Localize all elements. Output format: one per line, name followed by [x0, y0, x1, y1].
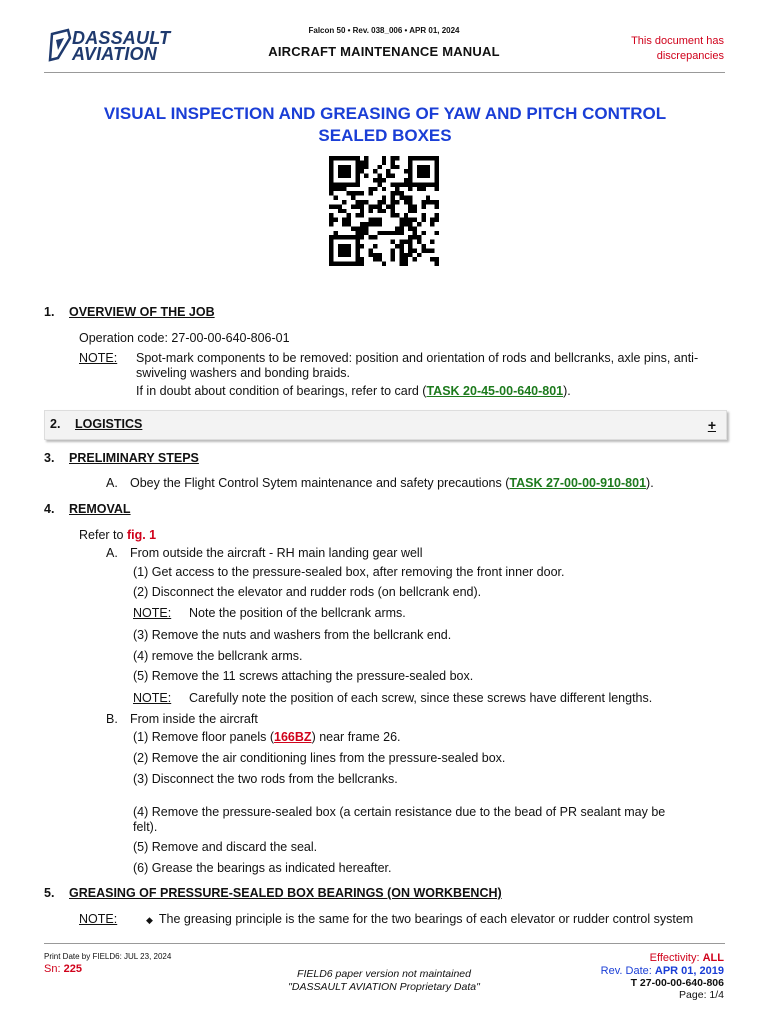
note-text-post: ). [563, 384, 571, 398]
page-number: Page: 1/4 [679, 989, 724, 1001]
section-title: REMOVAL [69, 502, 131, 516]
section-number: 5. [44, 886, 55, 900]
section-number: 2. [50, 417, 61, 431]
step-text [130, 476, 654, 491]
bullet-icon: ◆ [146, 915, 153, 925]
footer-center-line2: "DASSAULT AVIATION Proprietary Data" [288, 981, 480, 993]
logistics-panel[interactable] [44, 410, 727, 440]
section-title: PRELIMINARY STEPS [69, 451, 199, 465]
step-text: From inside the aircraft [130, 712, 258, 726]
note-label: NOTE: [133, 691, 172, 705]
substep: (3) Remove the nuts and washers from the bellcrank end. [133, 628, 452, 642]
document-title [60, 103, 710, 147]
operation-code: Operation code: 27-00-00-640-806-01 [79, 331, 290, 345]
note-label: NOTE: [79, 351, 118, 365]
note-text: Note the position of the bellcrank arms. [189, 606, 406, 620]
section-5-heading [44, 886, 502, 900]
section-title: OVERVIEW OF THE JOB [69, 305, 215, 319]
sn-value: 225 [63, 963, 82, 975]
footer-center-line1: FIELD6 paper version not maintained [297, 968, 471, 980]
figure-reference [79, 528, 156, 543]
logo-line2: AVIATION [72, 44, 157, 64]
print-date: Print Date by FIELD6: JUL 23, 2024 [44, 952, 172, 961]
step-label: A. [106, 546, 118, 560]
task-link[interactable]: TASK 20-45-00-640-801 [426, 384, 564, 398]
section-title: GREASING OF PRESSURE-SEALED BOX BEARINGS (ON WORKBENCH) [69, 886, 502, 900]
revision-date [601, 965, 724, 977]
substep: (5) Remove the 11 screws attaching the pressure-sealed box. [133, 669, 474, 683]
note-text [136, 384, 571, 399]
title-line1: VISUAL INSPECTION AND GREASING OF YAW AND PITCH CONTROL [103, 104, 667, 123]
substep-post: ) near frame 26. [311, 730, 401, 744]
refer-text: Refer to [79, 528, 127, 542]
substep [133, 730, 401, 745]
note-label: NOTE: [79, 912, 118, 926]
section-number: 1. [44, 305, 55, 319]
substep: (3) Disconnect the two rods from the bellcranks. [133, 772, 398, 786]
note-text: swiveling washers and bonding braids. [136, 366, 351, 380]
task-link[interactable]: TASK 27-00-00-910-801 [509, 476, 647, 490]
footer-divider [44, 943, 725, 944]
task-number: T 27-00-00-640-806 [630, 977, 724, 989]
discrepancy-line2: discrepancies [656, 50, 724, 62]
note-body: The greasing principle is the same for the two bearings of each elevator or rudder control system [158, 912, 694, 926]
effectivity [650, 952, 724, 964]
substep: (4) remove the bellcrank arms. [133, 649, 303, 663]
section-2-heading [50, 417, 142, 431]
header-divider [44, 72, 725, 73]
section-1-heading [44, 305, 215, 319]
step-text: From outside the aircraft - RH main landing gear well [130, 546, 423, 560]
footer-center [234, 968, 534, 994]
substep: (4) Remove the pressure-sealed box (a certain resistance due to the bead of PR sealant may be [133, 805, 666, 819]
eff-label: Effectivity: [649, 952, 703, 964]
note-text: Carefully note the position of each screw, since these screws have different lengths. [189, 691, 653, 705]
section-number: 3. [44, 451, 55, 465]
sn-label: Sn: [44, 963, 64, 975]
section-4-heading [44, 502, 131, 516]
note-text-pre: If in doubt about condition of bearings, refer to card ( [136, 384, 427, 398]
rev-value: APR 01, 2019 [654, 965, 724, 977]
expand-button[interactable]: + [707, 417, 716, 433]
step-text-post: ). [646, 476, 654, 490]
section-3-heading [44, 451, 199, 465]
qr-code-icon[interactable] [329, 156, 439, 266]
step-label: A. [106, 476, 118, 490]
title-line2: SEALED BOXES [318, 126, 452, 145]
note-text [146, 912, 693, 928]
figure-link[interactable]: fig. 1 [126, 528, 157, 542]
header-title: AIRCRAFT MAINTENANCE MANUAL [268, 44, 500, 59]
note-text: Spot-mark components to be removed: position and orientation of rods and bellcranks, axle pins, anti- [136, 351, 699, 365]
note-label: NOTE: [133, 606, 172, 620]
step-label: B. [106, 712, 118, 726]
serial-number [44, 963, 82, 975]
logo-line1: DASSAULT [72, 28, 171, 48]
section-title: LOGISTICS [75, 417, 143, 431]
eff-value: ALL [702, 952, 724, 964]
substep: (1) Get access to the pressure-sealed box, after removing the front inner door. [133, 565, 565, 579]
substep-pre: (1) Remove floor panels ( [133, 730, 275, 744]
panel-link[interactable]: 166BZ [274, 730, 312, 744]
substep: (6) Grease the bearings as indicated hereafter. [133, 861, 392, 875]
discrepancy-line1: This document has [631, 35, 724, 47]
substep: (2) Remove the air conditioning lines from the pressure-sealed box. [133, 751, 506, 765]
section-number: 4. [44, 502, 55, 516]
rev-label: Rev. Date: [600, 965, 655, 977]
substep-continued: felt). [133, 820, 158, 834]
substep: (2) Disconnect the elevator and rudder rods (on bellcrank end). [133, 585, 482, 599]
step-text-pre: Obey the Flight Control Sytem maintenance and safety precautions ( [130, 476, 510, 490]
discrepancy-notice [631, 34, 724, 64]
substep: (5) Remove and discard the seal. [133, 840, 318, 854]
header-subtitle: Falcon 50 • Rev. 038_006 • APR 01, 2024 [308, 26, 460, 35]
